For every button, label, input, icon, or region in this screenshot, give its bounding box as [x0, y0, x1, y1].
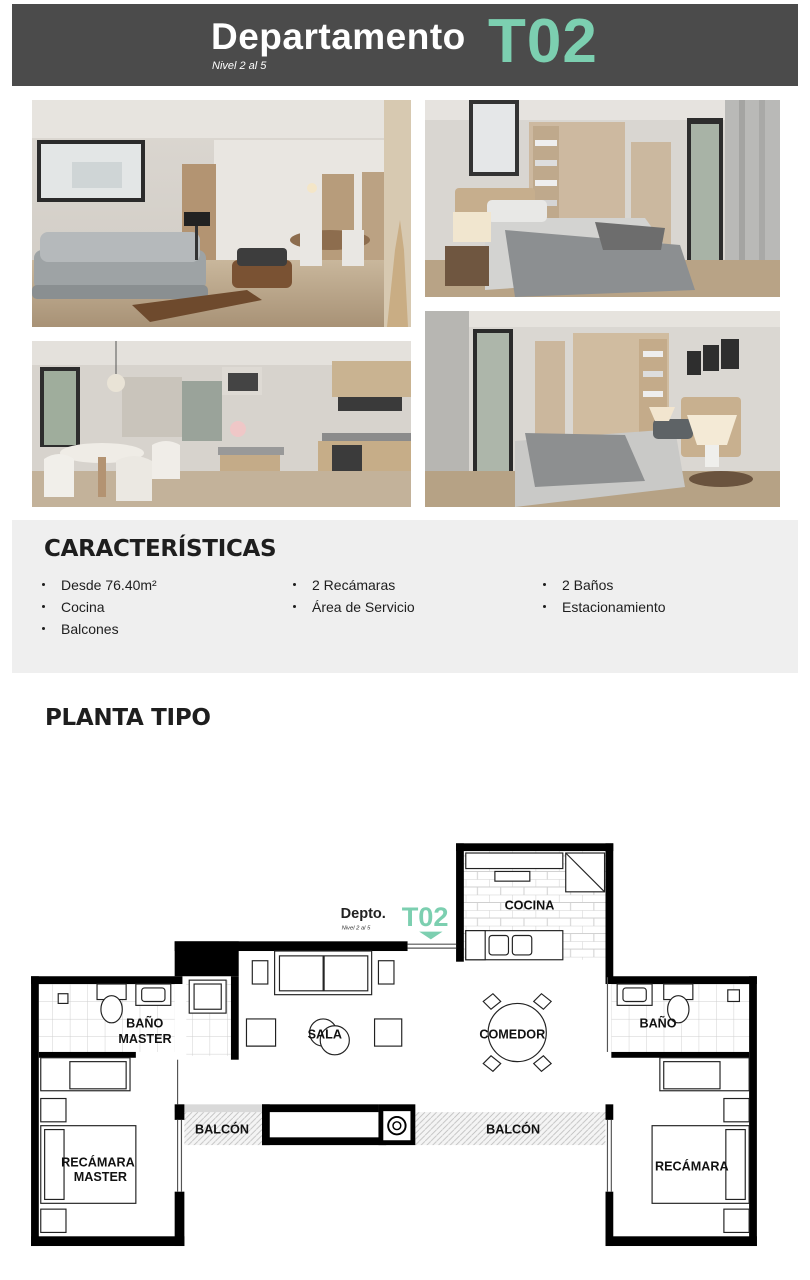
unit-levels: Nivel 2 al 5	[212, 60, 267, 72]
label-balcon-left: BALCÓN	[195, 1122, 249, 1137]
label-cocina: COCINA	[504, 898, 555, 913]
header-banner	[12, 4, 798, 86]
photo-cocina-comedor	[32, 341, 411, 507]
feature-item: Estacionamiento	[543, 599, 666, 615]
bullet-icon	[293, 605, 296, 608]
bullet-icon	[543, 583, 546, 586]
feature-item: Cocina	[42, 599, 105, 615]
photo-recamara-master	[425, 311, 780, 507]
bullet-icon	[42, 583, 45, 586]
feature-item: Área de Servicio	[293, 599, 415, 615]
feature-item: 2 Baños	[543, 577, 613, 593]
bullet-icon	[543, 605, 546, 608]
feature-item: Balcones	[42, 621, 119, 637]
bullet-icon	[293, 583, 296, 586]
feature-item: 2 Recámaras	[293, 577, 395, 593]
label-recamara-master-1: RECÁMARA	[61, 1155, 135, 1170]
bullet-icon	[42, 627, 45, 630]
plan-title: PLANTA TIPO	[45, 705, 211, 731]
label-comedor: COMEDOR	[479, 1027, 546, 1042]
photo-recamara	[425, 100, 780, 297]
feature-item: Desde 76.40m²	[42, 577, 157, 593]
marker-code: T02	[401, 900, 449, 932]
unit-code: T02	[488, 7, 598, 76]
features-section	[12, 520, 798, 673]
label-sala: SALA	[307, 1027, 342, 1042]
label-recamara-master-2: MASTER	[73, 1170, 127, 1184]
bullet-icon	[42, 605, 45, 608]
label-recamara: RECÁMARA	[655, 1159, 729, 1174]
label-bano-master-1: BAÑO	[126, 1016, 164, 1031]
marker-sub: Nivel 2 al 5	[341, 925, 371, 932]
marker-arrow-icon	[419, 932, 442, 940]
label-balcon-right: BALCÓN	[486, 1122, 541, 1137]
brochure-page	[12, 0, 798, 1280]
photo-sala	[32, 100, 411, 327]
marker-label: Depto.	[340, 906, 386, 923]
label-bano: BAÑO	[639, 1016, 677, 1031]
label-bano-master-2: MASTER	[118, 1032, 172, 1047]
floor-plan	[0, 820, 786, 1280]
features-title: CARACTERÍSTICAS	[44, 536, 277, 562]
unit-title: Departamento	[211, 16, 466, 57]
